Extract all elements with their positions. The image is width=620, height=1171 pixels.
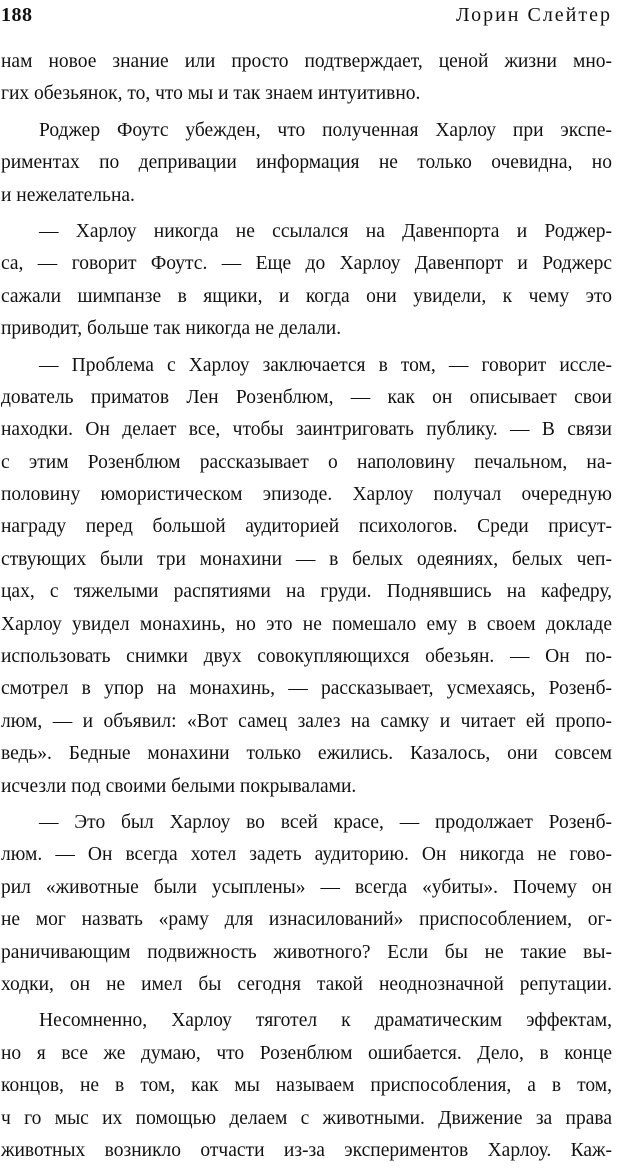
- text-line: ствующих были три монахини — в белых одеяниях, белых чеп-: [1, 548, 612, 570]
- text-line: смотрел в упор на монахинь, — рассказывает, усмехаясь, Розенб-: [1, 678, 612, 700]
- paragraph: [1, 350, 612, 803]
- text-line: дователь приматов Лен Розенблюм, — как он описывает свои: [1, 386, 612, 408]
- paragraph: [1, 807, 612, 1001]
- text-line: использовать снимки двух совокупляющихся обезьян. — Он по-: [1, 646, 612, 668]
- text-line: рил «животные были усыплены» — всегда «убиты». Почему он: [1, 876, 612, 898]
- running-head-author: Лорин Слейтер: [456, 4, 612, 26]
- text-line: сажали шимпанзе в ящики, и когда они увидели, к чему это: [1, 285, 612, 307]
- paragraph: [1, 216, 612, 346]
- text-line: Харлоу увидел монахинь, но это не помешало ему в своем докладе: [1, 613, 612, 635]
- page-number: 188: [1, 4, 33, 26]
- paragraph: [1, 46, 612, 111]
- text-line: приводит, больше так никогда не делали.: [1, 318, 342, 340]
- text-line: животных возникло отчасти из-за экспериментов Харлоу. Каж-: [1, 1139, 612, 1161]
- text-line: с этим Розенблюм рассказывает о наполовину печальном, на-: [1, 451, 612, 473]
- text-line: раничивающим подвижность животного? Если бы не такие вы-: [1, 941, 612, 963]
- text-line: Роджер Фоутс убежден, что полученная Харлоу при экспе-: [39, 119, 612, 141]
- text-line: Несомненно, Харлоу тяготел к драматическим эффектам,: [39, 1010, 612, 1032]
- text-line: гих обезьянок, то, что мы и так знаем интуитивно.: [1, 83, 421, 105]
- text-line: но я все же думаю, что Розенблюм ошибается. Дело, в конце: [1, 1042, 612, 1064]
- text-line: ходки, он не имел бы сегодня такой неоднозначной репутации.: [1, 973, 612, 995]
- text-line: и нежелательна.: [1, 184, 135, 206]
- text-line: цах, с тяжелыми распятиями на груди. Поднявшись на кафедру,: [1, 581, 612, 603]
- text-line: — Проблема с Харлоу заключается в том, — говорит иссле-: [39, 354, 612, 376]
- text-line: люм. — Он всегда хотел задеть аудиторию. Он никогда не гово-: [1, 844, 612, 866]
- body-text: [1, 46, 612, 1171]
- text-line: нам новое знание или просто подтверждает, ценой жизни мно-: [1, 51, 612, 72]
- text-line: са, — говорит Фоутс. — Еще до Харлоу Давенпорт и Роджерс: [1, 253, 612, 275]
- text-line: — Харлоу никогда не ссылался на Давенпорта и Роджер-: [39, 220, 612, 242]
- text-line: исчезли под своими белыми покрывалами.: [1, 775, 357, 797]
- text-line: награду перед большой аудиторией психологов. Среди присут-: [1, 516, 612, 538]
- text-line: находки. Он делает все, чтобы заинтриговать публику. — В связи: [1, 419, 612, 441]
- text-line: риментах по депривации информация не только очевидна, но: [1, 152, 612, 174]
- page-header: [0, 4, 612, 32]
- text-line: концов, не в том, как мы называем приспособления, а в том,: [1, 1075, 612, 1097]
- text-line: не мог назвать «раму для изнасилований» приспособлением, ог-: [1, 909, 612, 931]
- text-line: половину юмористическом эпизоде. Харлоу получал очередную: [1, 484, 612, 506]
- text-line: люм, — и объявил: «Вот самец залез на самку и читает ей пропо-: [1, 710, 612, 732]
- text-line: ведь». Бедные монахини только ежились. Казалось, они совсем: [1, 743, 612, 765]
- paragraph: [1, 115, 612, 212]
- text-line: — Это был Харлоу во всей красе, — продолжает Розенб-: [39, 811, 612, 833]
- text-line: ч го мыс их помощью делаем с животными. Движение за права: [1, 1107, 612, 1129]
